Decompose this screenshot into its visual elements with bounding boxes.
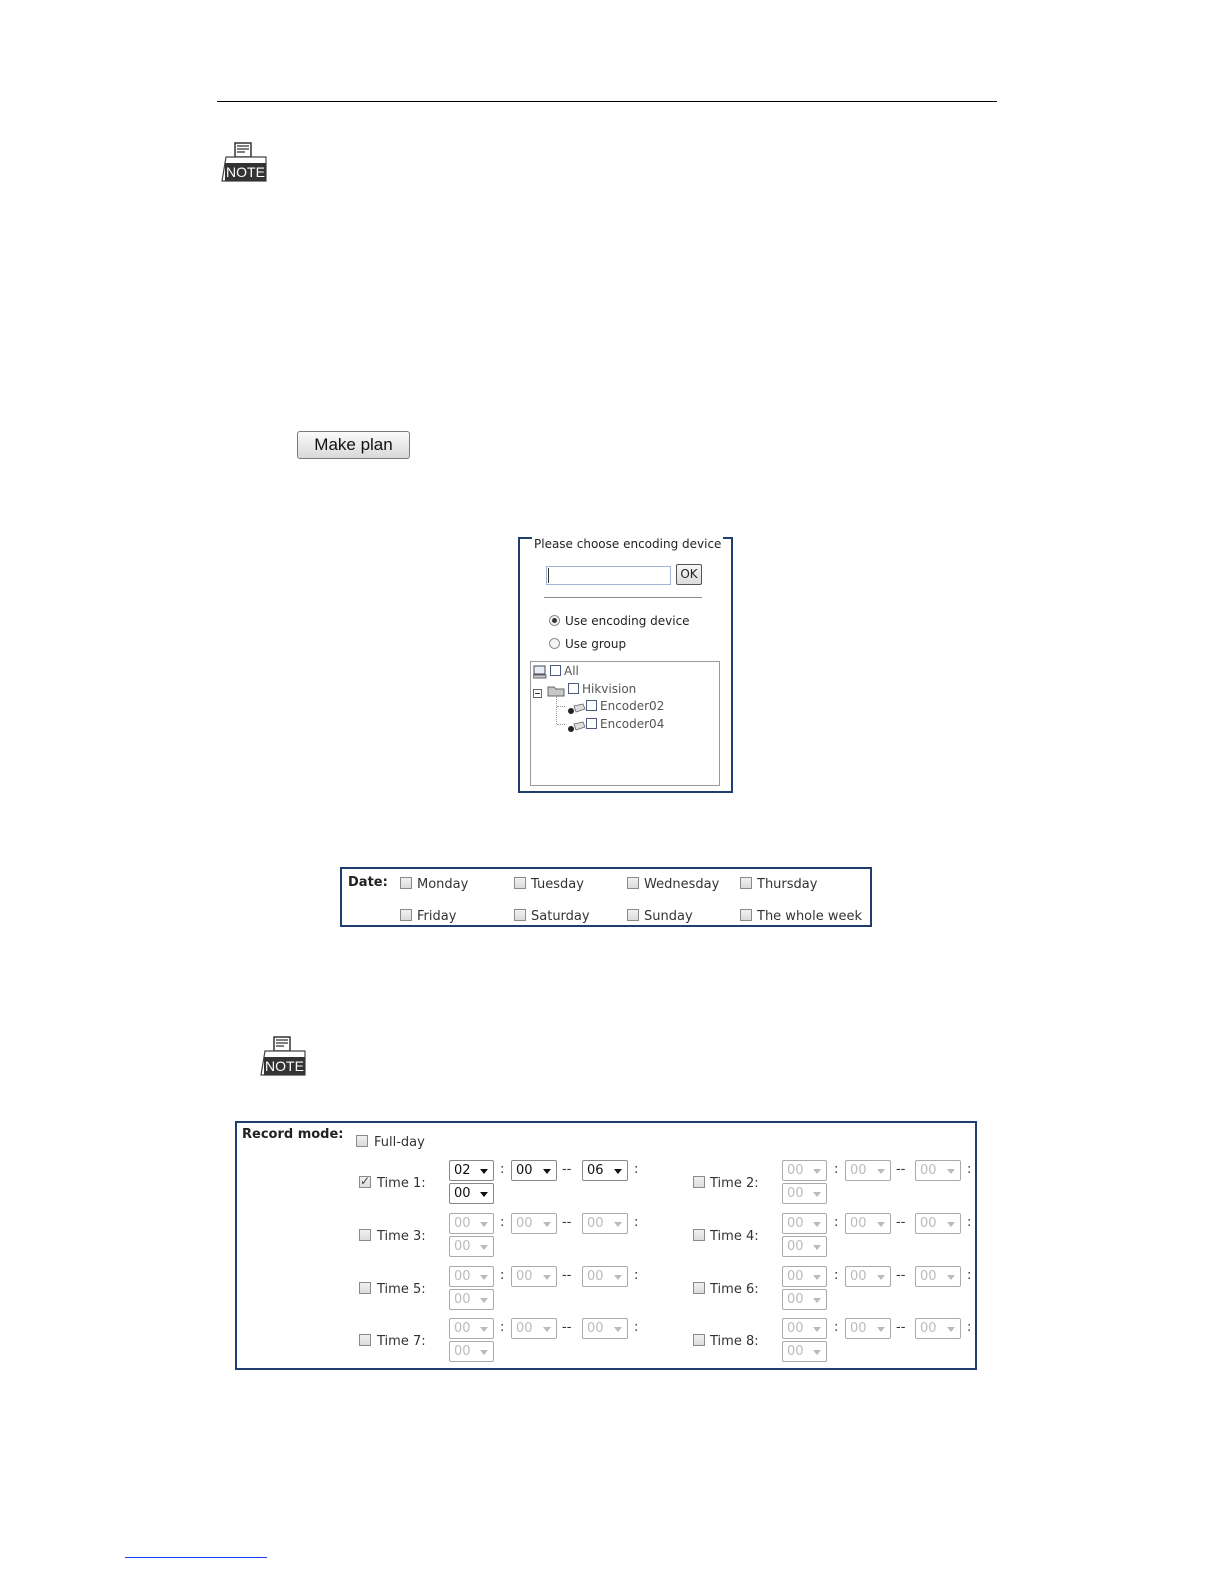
- time-1-checkbox[interactable]: [359, 1176, 371, 1188]
- device-search-input[interactable]: [546, 566, 671, 585]
- time-8-end-hour-select[interactable]: [915, 1318, 961, 1339]
- tree-encoder04-label: Encoder04: [600, 717, 665, 731]
- date-label: Date:: [348, 875, 388, 890]
- time-8-start-hour-select[interactable]: [782, 1318, 827, 1339]
- tree-encoder02-label: Encoder02: [600, 699, 665, 713]
- dropdown-arrow-icon: [543, 1169, 551, 1174]
- time-4-checkbox[interactable]: [693, 1229, 705, 1241]
- sunday-checkbox[interactable]: [627, 909, 639, 921]
- camera-icon: [566, 718, 586, 737]
- dropdown-arrow-icon: [543, 1222, 551, 1227]
- time-1-end-minute-select-value: 00: [454, 1186, 471, 1201]
- saturday-label: Saturday: [531, 909, 590, 924]
- tree-all-label: All: [564, 664, 579, 678]
- dropdown-arrow-icon: [543, 1275, 551, 1280]
- svg-text:NOTE: NOTE: [265, 1058, 304, 1074]
- time-3-label: Time 3:: [377, 1229, 426, 1244]
- tree-hikvision-label: Hikvision: [582, 682, 637, 696]
- time-5-checkbox[interactable]: [359, 1282, 371, 1294]
- computer-icon: [533, 664, 547, 683]
- time-7-start-minute-select-value: 00: [516, 1321, 533, 1336]
- full-day-checkbox[interactable]: [356, 1135, 368, 1147]
- time-5-start-minute-select[interactable]: [511, 1266, 557, 1287]
- time-1-start-minute-select[interactable]: [511, 1160, 557, 1181]
- time-colon: :: [634, 1320, 639, 1335]
- time-5-label: Time 5:: [377, 1282, 426, 1297]
- header-rule: [217, 101, 997, 102]
- time-7-end-minute-select[interactable]: [449, 1341, 494, 1362]
- tree-encoder02-checkbox[interactable]: [586, 700, 597, 711]
- thursday-checkbox[interactable]: [740, 877, 752, 889]
- dropdown-arrow-icon: [614, 1222, 622, 1227]
- time-colon: :: [834, 1268, 839, 1283]
- time-dash: --: [896, 1268, 906, 1283]
- dropdown-arrow-icon: [543, 1327, 551, 1332]
- time-5-end-minute-select-value: 00: [454, 1292, 471, 1307]
- ok-button[interactable]: OK: [676, 564, 702, 585]
- time-2-label: Time 2:: [710, 1176, 759, 1191]
- wednesday-label: Wednesday: [644, 877, 720, 892]
- time-dash: --: [562, 1162, 572, 1177]
- dropdown-arrow-icon: [480, 1169, 488, 1174]
- note-icon: [219, 141, 269, 185]
- time-6-label: Time 6:: [710, 1282, 759, 1297]
- dropdown-arrow-icon: [947, 1222, 955, 1227]
- full-day-label: Full-day: [374, 1135, 425, 1150]
- time-5-end-hour-select-value: 00: [587, 1269, 604, 1284]
- use-group-label: Use group: [565, 637, 627, 651]
- time-2-start-minute-select-value: 00: [850, 1163, 867, 1178]
- collapse-icon[interactable]: [533, 684, 543, 703]
- dropdown-arrow-icon: [813, 1350, 821, 1355]
- whole-week-label: The whole week: [757, 909, 863, 924]
- time-1-end-minute-select[interactable]: [449, 1183, 494, 1204]
- time-dash: --: [896, 1162, 906, 1177]
- text-caret: [548, 568, 549, 583]
- dropdown-arrow-icon: [614, 1327, 622, 1332]
- sunday-label: Sunday: [644, 909, 693, 924]
- tree-line: [556, 696, 558, 724]
- tree-hikvision-checkbox[interactable]: [568, 683, 579, 694]
- time-colon: :: [834, 1162, 839, 1177]
- time-4-start-minute-select[interactable]: [845, 1213, 891, 1234]
- dropdown-arrow-icon: [877, 1222, 885, 1227]
- dropdown-arrow-icon: [480, 1298, 488, 1303]
- friday-checkbox[interactable]: [400, 909, 412, 921]
- time-2-start-minute-select[interactable]: [845, 1160, 891, 1181]
- time-colon: :: [634, 1268, 639, 1283]
- footnote-rule: [125, 1557, 267, 1558]
- time-colon: :: [967, 1162, 972, 1177]
- svg-text:NOTE: NOTE: [226, 164, 265, 180]
- time-7-checkbox[interactable]: [359, 1334, 371, 1346]
- time-dash: --: [562, 1268, 572, 1283]
- time-6-end-hour-select[interactable]: [915, 1266, 961, 1287]
- tuesday-checkbox[interactable]: [514, 877, 526, 889]
- time-3-end-minute-select-value: 00: [454, 1239, 471, 1254]
- dropdown-arrow-icon: [480, 1275, 488, 1280]
- time-8-end-minute-select[interactable]: [782, 1341, 827, 1362]
- dropdown-arrow-icon: [614, 1275, 622, 1280]
- time-5-start-hour-select-value: 00: [454, 1269, 471, 1284]
- time-8-end-minute-select-value: 00: [787, 1344, 804, 1359]
- tree-line: [557, 724, 565, 726]
- dropdown-arrow-icon: [480, 1350, 488, 1355]
- time-3-end-hour-select-value: 00: [587, 1216, 604, 1231]
- time-5-start-hour-select[interactable]: [449, 1266, 494, 1287]
- time-3-end-hour-select[interactable]: [582, 1213, 628, 1234]
- time-1-end-hour-select-value: 06: [587, 1163, 604, 1178]
- time-3-start-hour-select-value: 00: [454, 1216, 471, 1231]
- panel-divider: [544, 597, 702, 598]
- time-colon: :: [967, 1320, 972, 1335]
- time-3-checkbox[interactable]: [359, 1229, 371, 1241]
- saturday-checkbox[interactable]: [514, 909, 526, 921]
- time-dash: --: [562, 1215, 572, 1230]
- time-4-label: Time 4:: [710, 1229, 759, 1244]
- time-colon: :: [500, 1215, 505, 1230]
- time-6-start-hour-select[interactable]: [782, 1266, 827, 1287]
- dropdown-arrow-icon: [480, 1245, 488, 1250]
- time-7-start-hour-select[interactable]: [449, 1318, 494, 1339]
- time-7-label: Time 7:: [377, 1334, 426, 1349]
- time-2-checkbox[interactable]: [693, 1176, 705, 1188]
- time-colon: :: [634, 1215, 639, 1230]
- time-6-end-hour-select-value: 00: [920, 1269, 937, 1284]
- time-4-end-minute-select-value: 00: [787, 1239, 804, 1254]
- time-1-start-hour-select[interactable]: [449, 1160, 494, 1181]
- tree-all-checkbox[interactable]: [550, 665, 561, 676]
- time-colon: :: [834, 1215, 839, 1230]
- thursday-label: Thursday: [757, 877, 818, 892]
- dropdown-arrow-icon: [947, 1275, 955, 1280]
- time-5-end-hour-select[interactable]: [582, 1266, 628, 1287]
- dropdown-arrow-icon: [813, 1275, 821, 1280]
- use-encoding-device-label: Use encoding device: [565, 614, 690, 628]
- time-dash: --: [562, 1320, 572, 1335]
- dropdown-arrow-icon: [480, 1327, 488, 1332]
- time-2-start-hour-select-value: 00: [787, 1163, 804, 1178]
- make-plan-button[interactable]: Make plan: [297, 431, 410, 459]
- time-3-start-minute-select-value: 00: [516, 1216, 533, 1231]
- time-4-start-hour-select[interactable]: [782, 1213, 827, 1234]
- dropdown-arrow-icon: [813, 1245, 821, 1250]
- monday-checkbox[interactable]: [400, 877, 412, 889]
- dropdown-arrow-icon: [947, 1327, 955, 1332]
- dropdown-arrow-icon: [877, 1169, 885, 1174]
- time-2-end-hour-select[interactable]: [915, 1160, 961, 1181]
- friday-label: Friday: [417, 909, 457, 924]
- time-4-end-hour-select-value: 00: [920, 1216, 937, 1231]
- monday-label: Monday: [417, 877, 469, 892]
- time-colon: :: [500, 1320, 505, 1335]
- time-8-end-hour-select-value: 00: [920, 1321, 937, 1336]
- dropdown-arrow-icon: [614, 1169, 622, 1174]
- time-dash: --: [896, 1215, 906, 1230]
- time-colon: :: [967, 1268, 972, 1283]
- time-2-end-minute-select-value: 00: [787, 1186, 804, 1201]
- time-6-start-minute-select-value: 00: [850, 1269, 867, 1284]
- time-4-start-minute-select-value: 00: [850, 1216, 867, 1231]
- dropdown-arrow-icon: [813, 1169, 821, 1174]
- time-5-end-minute-select[interactable]: [449, 1289, 494, 1310]
- use-encoding-device-radio[interactable]: [549, 615, 560, 626]
- time-3-start-minute-select[interactable]: [511, 1213, 557, 1234]
- note-icon: [258, 1035, 308, 1079]
- time-3-end-minute-select[interactable]: [449, 1236, 494, 1257]
- dropdown-arrow-icon: [813, 1327, 821, 1332]
- dropdown-arrow-icon: [813, 1298, 821, 1303]
- time-6-checkbox[interactable]: [693, 1282, 705, 1294]
- time-7-start-minute-select[interactable]: [511, 1318, 557, 1339]
- time-dash: --: [896, 1320, 906, 1335]
- tree-encoder04-checkbox[interactable]: [586, 718, 597, 729]
- time-4-end-minute-select[interactable]: [782, 1236, 827, 1257]
- time-8-start-minute-select-value: 00: [850, 1321, 867, 1336]
- time-2-end-minute-select[interactable]: [782, 1183, 827, 1204]
- time-4-start-hour-select-value: 00: [787, 1216, 804, 1231]
- time-2-start-hour-select[interactable]: [782, 1160, 827, 1181]
- time-4-end-hour-select[interactable]: [915, 1213, 961, 1234]
- use-group-radio[interactable]: [549, 638, 560, 649]
- tuesday-label: Tuesday: [531, 877, 584, 892]
- dropdown-arrow-icon: [877, 1327, 885, 1332]
- encoding-panel-title: Please choose encoding device: [534, 537, 722, 551]
- record-mode-label: Record mode:: [242, 1127, 344, 1142]
- time-7-end-hour-select[interactable]: [582, 1318, 628, 1339]
- wednesday-checkbox[interactable]: [627, 877, 639, 889]
- time-6-start-minute-select[interactable]: [845, 1266, 891, 1287]
- dropdown-arrow-icon: [877, 1275, 885, 1280]
- time-1-end-hour-select[interactable]: [582, 1160, 628, 1181]
- time-7-start-hour-select-value: 00: [454, 1321, 471, 1336]
- time-1-label: Time 1:: [377, 1176, 426, 1191]
- time-3-start-hour-select[interactable]: [449, 1213, 494, 1234]
- time-5-start-minute-select-value: 00: [516, 1269, 533, 1284]
- time-colon: :: [500, 1162, 505, 1177]
- time-2-end-hour-select-value: 00: [920, 1163, 937, 1178]
- dropdown-arrow-icon: [813, 1222, 821, 1227]
- dropdown-arrow-icon: [480, 1192, 488, 1197]
- dropdown-arrow-icon: [480, 1222, 488, 1227]
- camera-icon: [566, 700, 586, 719]
- time-6-end-minute-select[interactable]: [782, 1289, 827, 1310]
- dropdown-arrow-icon: [947, 1169, 955, 1174]
- time-8-start-minute-select[interactable]: [845, 1318, 891, 1339]
- time-7-end-minute-select-value: 00: [454, 1344, 471, 1359]
- time-8-label: Time 8:: [710, 1334, 759, 1349]
- time-1-start-minute-select-value: 00: [516, 1163, 533, 1178]
- time-colon: :: [500, 1268, 505, 1283]
- time-7-end-hour-select-value: 00: [587, 1321, 604, 1336]
- time-8-start-hour-select-value: 00: [787, 1321, 804, 1336]
- time-6-end-minute-select-value: 00: [787, 1292, 804, 1307]
- time-8-checkbox[interactable]: [693, 1334, 705, 1346]
- time-colon: :: [834, 1320, 839, 1335]
- time-colon: :: [634, 1162, 639, 1177]
- whole-week-checkbox[interactable]: [740, 909, 752, 921]
- time-1-start-hour-select-value: 02: [454, 1163, 471, 1178]
- time-6-start-hour-select-value: 00: [787, 1269, 804, 1284]
- time-colon: :: [967, 1215, 972, 1230]
- dropdown-arrow-icon: [813, 1192, 821, 1197]
- tree-line: [557, 706, 565, 708]
